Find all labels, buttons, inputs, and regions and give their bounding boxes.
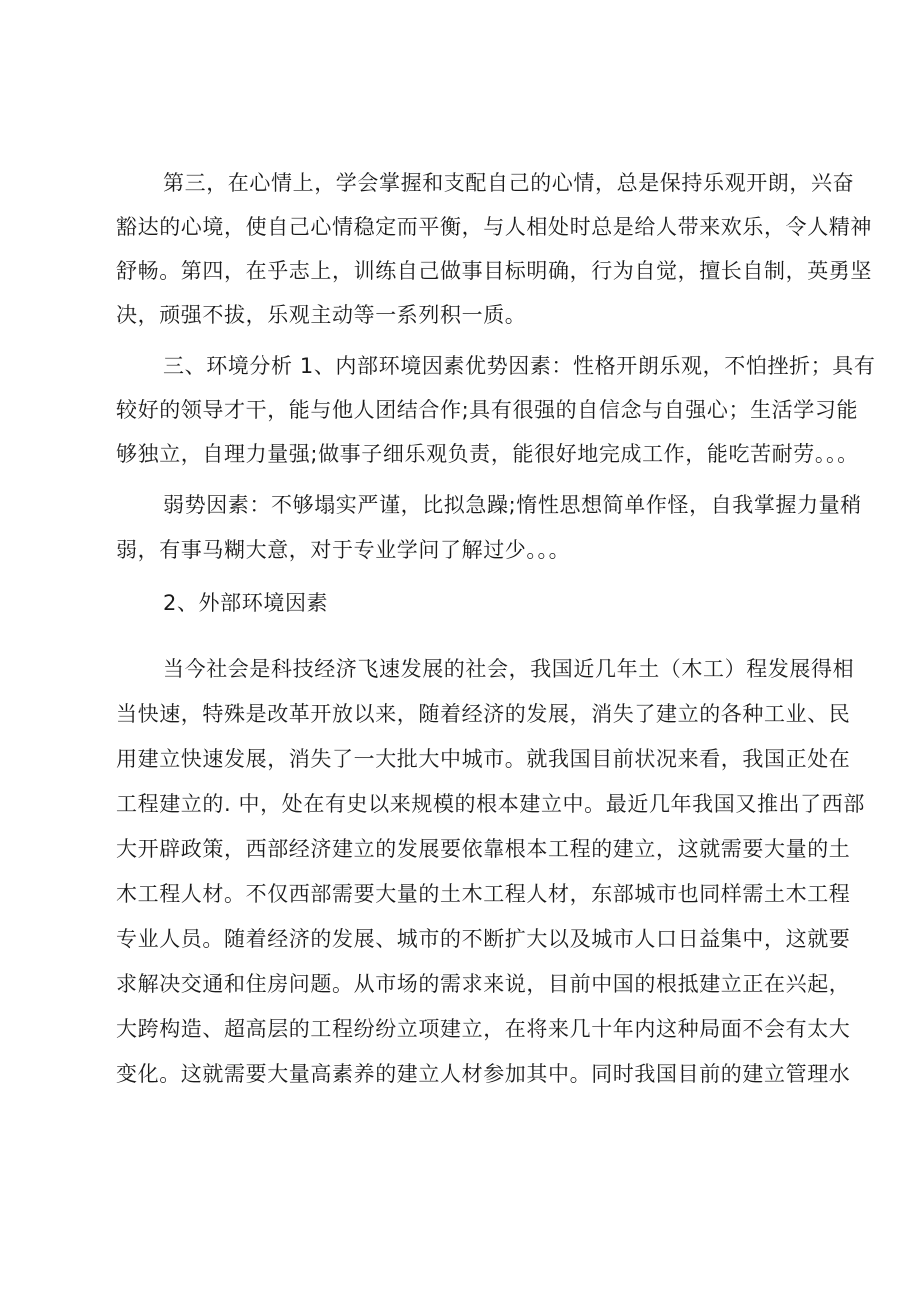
- paragraph-1-line-3: 舒畅。第四，在乎志上，训练自己做事目标明确，行为自觉，擅长自制，英勇坚: [116, 259, 872, 283]
- paragraph-2-line-2: 较好的领导才干，能与他人团结合作;具有很强的自信念与自强心；生活学习能: [116, 398, 859, 422]
- paragraph-5-line-7: 专业人员。随着经济的发展、城市的不断扩大以及城市人口日益集中，这就要: [116, 927, 851, 951]
- paragraph-5-line-2: 当快速，特殊是改革开放以来，随着经济的发展，消失了建立的各种工业、民: [116, 702, 851, 726]
- paragraph-1-line-1: 第三，在心情上，学会掌握和支配自己的心情，总是保持乐观开朗，兴奋: [163, 171, 855, 195]
- paragraph-5-line-8: 求解决交通和住房问题。从市场的需求来说，目前中国的根抵建立正在兴起，: [116, 972, 851, 996]
- paragraph-5-line-10: 变化。这就需要大量高素养的建立人材参加其中。同时我国目前的建立管理水: [116, 1062, 851, 1086]
- paragraph-1-line-4: 决，顽强不拔，乐观主动等一系列积一质。: [116, 303, 527, 327]
- paragraph-2-line-1: 三、环境分析 1、内部环境因素优势因素：性格开朗乐观，不怕挫折；具有: [163, 354, 876, 378]
- section-heading-external-environment: 2、外部环境因素: [163, 591, 329, 615]
- paragraph-5-line-9: 大跨构造、超高层的工程纷纷立项建立，在将来几十年内这种局面不会有太大: [116, 1017, 851, 1041]
- paragraph-2-line-3: 够独立，自理力量强;做事子细乐观负责，能很好地完成工作，能吃苦耐劳。。。: [116, 442, 859, 466]
- paragraph-5-line-1: 当今社会是科技经济飞速发展的社会，我国近几年土（木工）程发展得相: [163, 657, 855, 681]
- paragraph-3-line-1: 弱势因素：不够塌实严谨，比拟急躁;惰性思想简单作怪，自我掌握力量稍: [163, 493, 862, 517]
- paragraph-5-line-3: 用建立快速发展，消失了一大批大中城市。就我国目前状况来看，我国正处在: [116, 747, 851, 771]
- paragraph-3-line-2: 弱，有事马糊大意，对于专业学问了解过少。。。: [116, 538, 571, 562]
- paragraph-5-line-5: 大开辟政策，西部经济建立的发展要依靠根本工程的建立，这就需要大量的土: [116, 837, 851, 861]
- paragraph-1-line-2: 豁达的心境，使自己心情稳定而平衡，与人相处时总是给人带来欢乐，令人精神: [116, 215, 872, 239]
- paragraph-5-line-6: 木工程人材。不仅西部需要大量的土木工程人材，东部城市也同样需土木工程: [116, 882, 851, 906]
- paragraph-5-line-4: 工程建立的. 中，处在有史以来规模的根本建立中。最近几年我国又推出了西部: [116, 792, 865, 816]
